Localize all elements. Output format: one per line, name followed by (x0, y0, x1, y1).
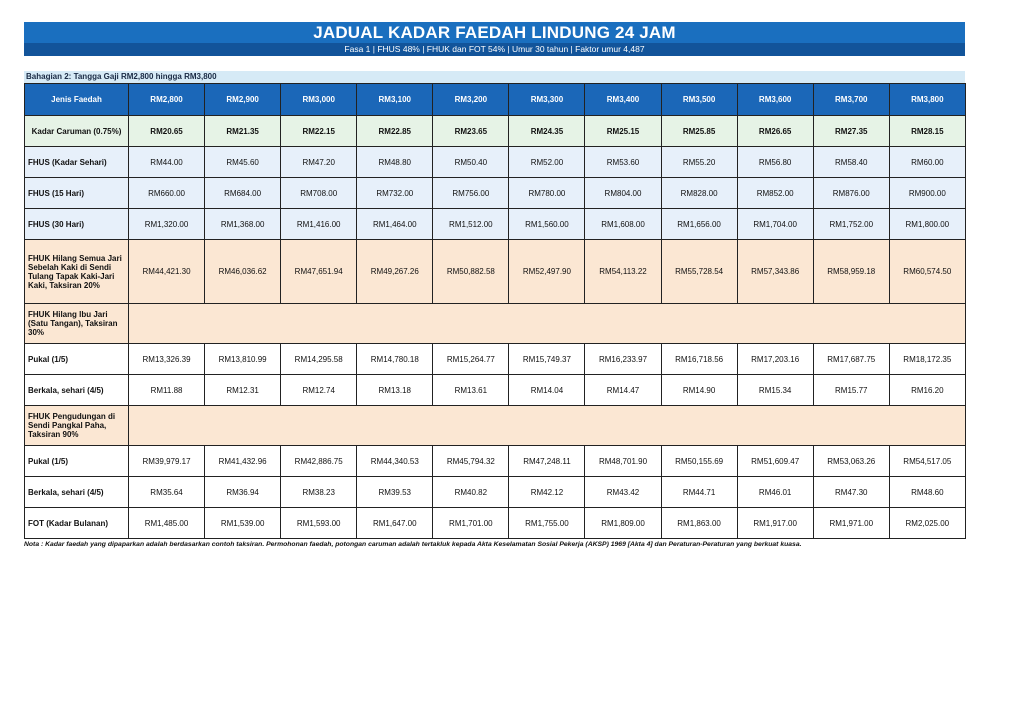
row-label: FHUK Pengudungan di Sendi Pangkal Paha, Taksiran 90% (25, 406, 129, 446)
table-cell: RM40.82 (433, 477, 509, 508)
row-label: FOT (Kadar Bulanan) (25, 508, 129, 539)
table-cell: RM14.47 (585, 375, 661, 406)
table-cell: RM11.88 (129, 375, 205, 406)
table-cell: RM14,295.58 (281, 344, 357, 375)
header-salary-column: RM3,100 (357, 84, 433, 116)
table-cell: RM24.35 (509, 116, 585, 147)
table-cell: RM2,025.00 (889, 508, 965, 539)
table-cell: RM48.80 (357, 147, 433, 178)
table-cell: RM15,264.77 (433, 344, 509, 375)
table-cell: RM708.00 (281, 178, 357, 209)
table-cell: RM46.01 (737, 477, 813, 508)
table-cell: RM12.74 (281, 375, 357, 406)
footnote: Nota : Kadar faedah yang dipaparkan adalah berdasarkan contoh taksiran. Permohonan faedah, potongan caruman adalah tertakluk kepada Akta Keselamatan Sosial Pekerja (AKSP) 1969 [Akta 4] dan Peraturan-Peraturan yang berkuat kuasa. (24, 541, 802, 548)
table-cell: RM15.77 (813, 375, 889, 406)
table-cell: RM47.30 (813, 477, 889, 508)
table-cell: RM1,701.00 (433, 508, 509, 539)
table-cell: RM47.20 (281, 147, 357, 178)
table-cell: RM39,979.17 (129, 446, 205, 477)
table-cell: RM52.00 (509, 147, 585, 178)
table-cell: RM49,267.26 (357, 240, 433, 304)
header-salary-column: RM3,200 (433, 84, 509, 116)
table-cell: RM1,863.00 (661, 508, 737, 539)
empty-span-cell (129, 304, 966, 344)
table-cell: RM52,497.90 (509, 240, 585, 304)
table-cell: RM44,340.53 (357, 446, 433, 477)
table-cell: RM828.00 (661, 178, 737, 209)
table-cell: RM55,728.54 (661, 240, 737, 304)
row-label: Pukal (1/5) (25, 446, 129, 477)
row-label: FHUS (15 Hari) (25, 178, 129, 209)
table-cell: RM45.60 (205, 147, 281, 178)
table-cell: RM45,794.32 (433, 446, 509, 477)
table-cell: RM42,886.75 (281, 446, 357, 477)
table-cell: RM16,718.56 (661, 344, 737, 375)
table-cell: RM46,036.62 (205, 240, 281, 304)
document (24, 22, 965, 548)
table-cell: RM756.00 (433, 178, 509, 209)
header-salary-column: RM3,700 (813, 84, 889, 116)
table-row (25, 240, 966, 304)
table-cell: RM39.53 (357, 477, 433, 508)
table-cell: RM54,517.05 (889, 446, 965, 477)
table-cell: RM44,421.30 (129, 240, 205, 304)
table-row (25, 116, 966, 147)
table-cell: RM13.18 (357, 375, 433, 406)
table-cell: RM1,593.00 (281, 508, 357, 539)
table-cell: RM53,063.26 (813, 446, 889, 477)
table-cell: RM48,701.90 (585, 446, 661, 477)
table-cell: RM900.00 (889, 178, 965, 209)
table-cell: RM13,326.39 (129, 344, 205, 375)
section-heading: Bahagian 2: Tangga Gaji RM2,800 hingga RM3,800 (24, 71, 965, 83)
table-cell: RM47,248.11 (509, 446, 585, 477)
empty-span-cell (129, 406, 966, 446)
table-cell: RM48.60 (889, 477, 965, 508)
header-salary-column: RM2,900 (205, 84, 281, 116)
header-salary-column: RM2,800 (129, 84, 205, 116)
table-cell: RM1,647.00 (357, 508, 433, 539)
row-label: FHUS (30 Hari) (25, 209, 129, 240)
table-cell: RM1,485.00 (129, 508, 205, 539)
table-cell: RM25.85 (661, 116, 737, 147)
row-label: FHUS (Kadar Sehari) (25, 147, 129, 178)
table-cell: RM1,971.00 (813, 508, 889, 539)
table-cell: RM1,656.00 (661, 209, 737, 240)
table-cell: RM13.61 (433, 375, 509, 406)
table-cell: RM1,755.00 (509, 508, 585, 539)
row-label: Berkala, sehari (4/5) (25, 375, 129, 406)
table-cell: RM1,800.00 (889, 209, 965, 240)
table-cell: RM44.00 (129, 147, 205, 178)
table-cell: RM684.00 (205, 178, 281, 209)
table-cell: RM57,343.86 (737, 240, 813, 304)
header-benefit-type: Jenis Faedah (25, 84, 129, 116)
table-cell: RM14.04 (509, 375, 585, 406)
table-cell: RM15.34 (737, 375, 813, 406)
table-cell: RM876.00 (813, 178, 889, 209)
table-cell: RM1,539.00 (205, 508, 281, 539)
table-row (25, 508, 966, 539)
header-salary-column: RM3,400 (585, 84, 661, 116)
table-cell: RM35.64 (129, 477, 205, 508)
row-label: Berkala, sehari (4/5) (25, 477, 129, 508)
header-salary-column: RM3,300 (509, 84, 585, 116)
table-row (25, 477, 966, 508)
table-cell: RM14,780.18 (357, 344, 433, 375)
table-row (25, 344, 966, 375)
table-cell: RM16.20 (889, 375, 965, 406)
table-cell: RM50.40 (433, 147, 509, 178)
benefit-table (24, 83, 966, 539)
table-cell: RM55.20 (661, 147, 737, 178)
table-row (25, 147, 966, 178)
table-cell: RM56.80 (737, 147, 813, 178)
row-label: FHUK Hilang Ibu Jari (Satu Tangan), Taksiran 30% (25, 304, 129, 344)
table-cell: RM660.00 (129, 178, 205, 209)
table-cell: RM25.15 (585, 116, 661, 147)
row-label: FHUK Hilang Semua Jari Sebelah Kaki di Sendi Tulang Tapak Kaki-Jari Kaki, Taksiran 20% (25, 240, 129, 304)
table-cell: RM60,574.50 (889, 240, 965, 304)
table-cell: RM23.65 (433, 116, 509, 147)
table-cell: RM17,203.16 (737, 344, 813, 375)
table-cell: RM732.00 (357, 178, 433, 209)
table-cell: RM41,432.96 (205, 446, 281, 477)
table-cell: RM20.65 (129, 116, 205, 147)
table-cell: RM15,749.37 (509, 344, 585, 375)
table-cell: RM50,155.69 (661, 446, 737, 477)
table-cell: RM54,113.22 (585, 240, 661, 304)
table-header-row (25, 84, 966, 116)
table-cell: RM50,882.58 (433, 240, 509, 304)
table-cell: RM51,609.47 (737, 446, 813, 477)
table-cell: RM22.15 (281, 116, 357, 147)
table-cell: RM13,810.99 (205, 344, 281, 375)
table-cell: RM1,512.00 (433, 209, 509, 240)
table-row (25, 209, 966, 240)
table-cell: RM42.12 (509, 477, 585, 508)
table-cell: RM1,464.00 (357, 209, 433, 240)
table-row (25, 178, 966, 209)
table-cell: RM1,560.00 (509, 209, 585, 240)
table-cell: RM1,368.00 (205, 209, 281, 240)
table-cell: RM1,320.00 (129, 209, 205, 240)
table-cell: RM47,651.94 (281, 240, 357, 304)
table-cell: RM1,416.00 (281, 209, 357, 240)
table-cell: RM58,959.18 (813, 240, 889, 304)
table-cell: RM852.00 (737, 178, 813, 209)
table-cell: RM58.40 (813, 147, 889, 178)
header-salary-column: RM3,600 (737, 84, 813, 116)
table-cell: RM43.42 (585, 477, 661, 508)
table-cell: RM16,233.97 (585, 344, 661, 375)
table-cell: RM38.23 (281, 477, 357, 508)
table-cell: RM14.90 (661, 375, 737, 406)
page-subtitle: Fasa 1 | FHUS 48% | FHUK dan FOT 54% | Umur 30 tahun | Faktor umur 4,487 (24, 43, 965, 56)
table-cell: RM1,809.00 (585, 508, 661, 539)
table-cell: RM28.15 (889, 116, 965, 147)
table-cell: RM21.35 (205, 116, 281, 147)
table-row (25, 446, 966, 477)
header-salary-column: RM3,800 (889, 84, 965, 116)
table-cell: RM1,752.00 (813, 209, 889, 240)
table-cell: RM780.00 (509, 178, 585, 209)
table-row (25, 375, 966, 406)
table-cell: RM1,704.00 (737, 209, 813, 240)
row-label: Pukal (1/5) (25, 344, 129, 375)
table-cell: RM12.31 (205, 375, 281, 406)
table-cell: RM17,687.75 (813, 344, 889, 375)
table-cell: RM26.65 (737, 116, 813, 147)
table-cell: RM1,608.00 (585, 209, 661, 240)
page-title: JADUAL KADAR FAEDAH LINDUNG 24 JAM (24, 22, 965, 43)
table-row (25, 406, 966, 446)
table-cell: RM36.94 (205, 477, 281, 508)
table-cell: RM60.00 (889, 147, 965, 178)
table-cell: RM18,172.35 (889, 344, 965, 375)
table-body (25, 116, 966, 539)
table-cell: RM804.00 (585, 178, 661, 209)
table-cell: RM44.71 (661, 477, 737, 508)
header-salary-column: RM3,500 (661, 84, 737, 116)
header-salary-column: RM3,000 (281, 84, 357, 116)
table-cell: RM53.60 (585, 147, 661, 178)
table-row (25, 304, 966, 344)
table-cell: RM22.85 (357, 116, 433, 147)
table-cell: RM27.35 (813, 116, 889, 147)
table-cell: RM1,917.00 (737, 508, 813, 539)
row-label: Kadar Caruman (0.75%) (25, 116, 129, 147)
